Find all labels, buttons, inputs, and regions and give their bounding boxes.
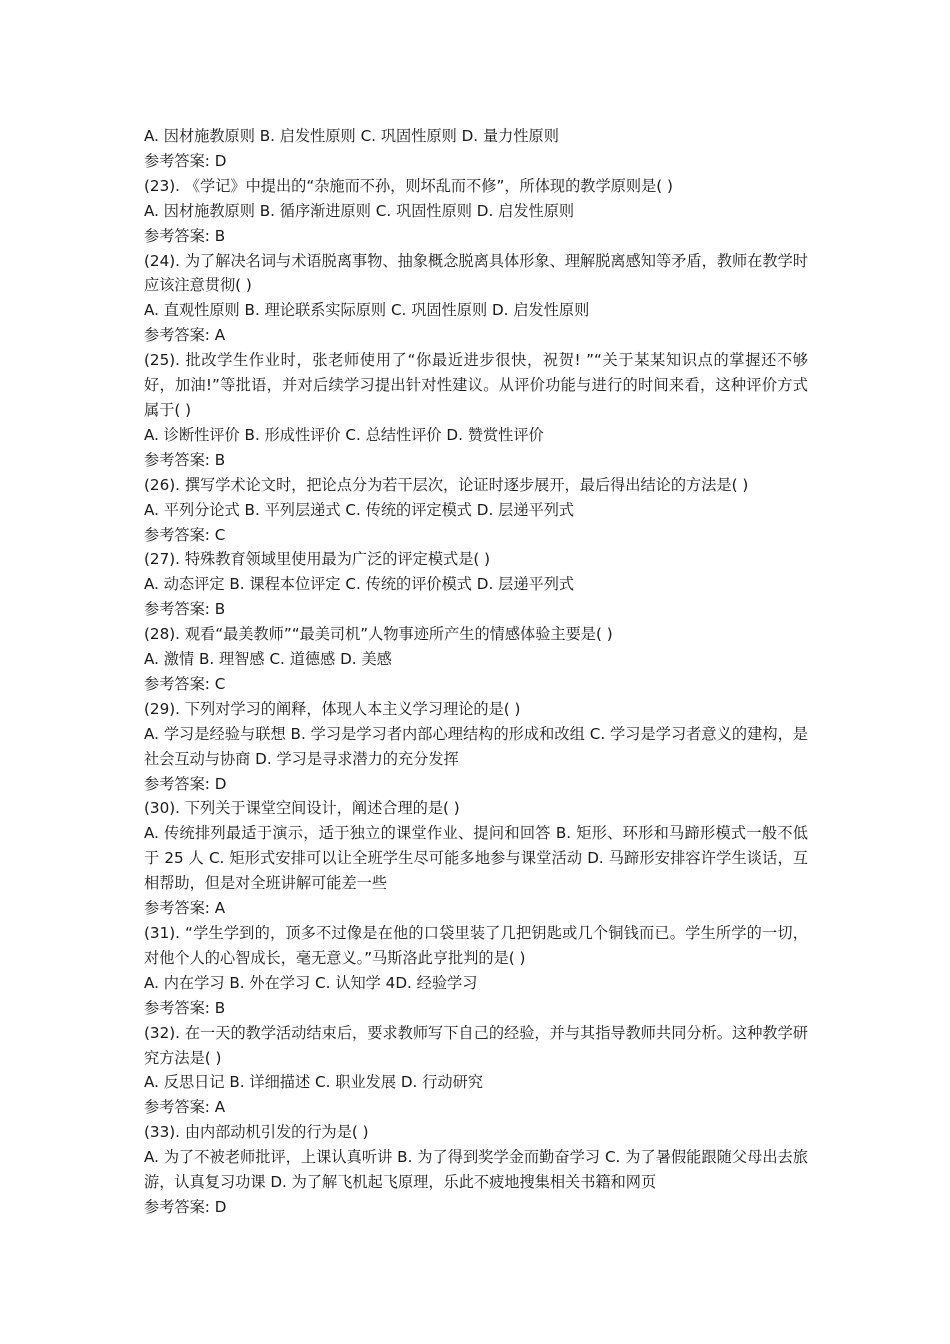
question-text: (31). “学生学到的，顶多不过像是在他的口袋里装了几把钥匙或几个铜钱而已。学生所学的一切，对他个人的心智成长，毫无意义。”马斯洛此亨批判的是( )	[144, 924, 808, 967]
answer-text: 参考答案: A	[144, 1098, 226, 1117]
options-text: A. 平列分论式 B. 平列层递式 C. 传统的评定模式 D. 层递平列式	[144, 500, 575, 519]
question-text: (27). 特殊教育领域里使用最为广泛的评定模式是( )	[144, 550, 491, 569]
options-text: A. 因材施教原则 B. 启发性原则 C. 巩固性原则 D. 量力性原则	[144, 127, 559, 145]
answer-text: 参考答案: B	[144, 600, 226, 619]
document-page	[144, 124, 808, 1220]
question-text: (28). 观看“最美教师”“最美司机”人物事迹所产生的情感体验主要是( )	[144, 625, 613, 644]
answer-text: 参考答案: A	[144, 326, 226, 345]
options-text: A. 反思日记 B. 详细描述 C. 职业发展 D. 行动研究	[144, 1073, 483, 1092]
options-text: A. 激情 B. 理智感 C. 道德感 D. 美感	[144, 650, 392, 669]
question-text: (33). 由内部动机引发的行为是( )	[144, 1123, 369, 1142]
question-text: (30). 下列关于课堂空间设计，阐述合理的是( )	[144, 799, 460, 818]
answer-text: 参考答案: D	[144, 151, 227, 170]
question-text: (24). 为了解决名词与术语脱离事物、抽象概念脱离具体形象、理解脱离感知等矛盾，教师在教学时应该注意贯彻( )	[144, 251, 808, 295]
answer-text: 参考答案: B	[144, 450, 226, 469]
question-text: (25). 批改学生作业时，张老师使用了“你最近进步很快，祝贺! ”“关于某某知识点的掌握还不够好，加油!”等批语，并对后续学习提出针对性建议。从评价功能与进行的时间来看，这种评价方式属于( )	[144, 351, 808, 419]
options-text: A. 动态评定 B. 课程本位评定 C. 传统的评价模式 D. 层递平列式	[144, 575, 575, 594]
options-text: A. 学习是经验与联想 B. 学习是学习者内部心理结构的形成和改组 C. 学习是学习者意义的建构，是社会互动与协商 D. 学习是寻求潜力的充分发挥	[144, 724, 808, 768]
options-text: A. 内在学习 B. 外在学习 C. 认知学 4D. 经验学习	[144, 973, 478, 992]
answer-text: 参考答案: B	[144, 226, 226, 245]
answer-text: 参考答案: D	[144, 774, 227, 793]
question-text: (23). 《学记》中提出的“杂施而不孙，则坏乱而不修”，所体现的教学原则是( )	[144, 176, 673, 195]
answer-text: 参考答案: C	[144, 674, 226, 693]
question-text: (29). 下列对学习的阐释，体现人本主义学习理论的是( )	[144, 699, 521, 718]
question-text: (26). 撰写学术论文时，把论点分为若干层次，论证时逐步展开，最后得出结论的方法是( )	[144, 475, 749, 494]
options-text: A. 直观性原则 B. 理论联系实际原则 C. 巩固性原则 D. 启发性原则	[144, 301, 590, 320]
options-text: A. 因材施教原则 B. 循序渐进原则 C. 巩固性原则 D. 启发性原则	[144, 201, 575, 220]
answer-text: 参考答案: B	[144, 998, 226, 1017]
answer-text: 参考答案: C	[144, 525, 226, 544]
options-text: A. 诊断性评价 B. 形成性评价 C. 总结性评价 D. 赞赏性评价	[144, 425, 544, 444]
question-text: (32). 在一天的教学活动结束后，要求教师写下自己的经验，并与其指导教师共同分析。这种教学研究方法是( )	[144, 1023, 808, 1067]
options-text: A. 为了不被老师批评，上课认真听讲 B. 为了得到奖学金而勤奋学习 C. 为了暑假能跟随父母出去旅游，认真复习功课 D. 为了解飞机起飞原理，乐此不疲地搜集相关书籍和网页	[144, 1148, 808, 1192]
options-text: A. 传统排列最适于演示，适于独立的课堂作业、提问和回答 B. 矩形、环形和马蹄形模式一般不低于 25 人 C. 矩形式安排可以让全班学生尽可能多地参与课堂活动 D. 马蹄形安排容许学生谈话，互相帮助，但是对全班讲解可能差一些	[144, 824, 808, 893]
answer-text: 参考答案: A	[144, 899, 226, 918]
answer-text: 参考答案: D	[144, 1197, 227, 1216]
